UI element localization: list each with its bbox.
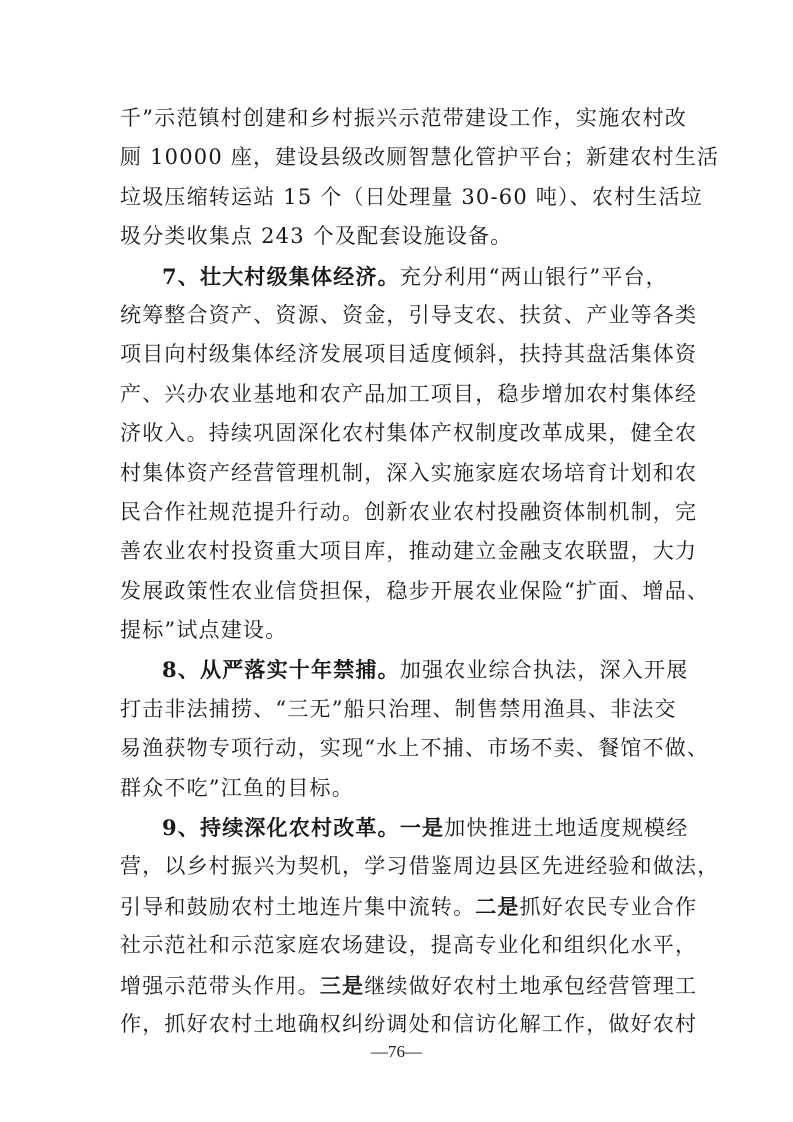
text-line: [120, 335, 698, 374]
text-line: [120, 729, 710, 768]
bold-heading-text: 7、壮大村级集体经济。: [162, 263, 400, 289]
text-segment: 民合作社规范提升行动。创新农业农村投融资体制机制，完: [120, 499, 698, 524]
text-line: [120, 99, 687, 138]
text-line: [120, 611, 670, 650]
text-line: [120, 178, 703, 217]
text-segment: 群众不吃”江鱼的目标。: [120, 775, 354, 800]
text-segment: 作，抓好农村土地确权纠纷调处和信访化解工作，做好农村: [120, 1011, 698, 1036]
text-segment: 圾分类收集点 243 个及配套设施设备。: [120, 224, 513, 249]
text-segment: 充分利用“两山银行”平台，: [399, 264, 668, 289]
text-segment: 千”示范镇村创建和乡村振兴示范带建设工作，实施农村改: [120, 106, 687, 130]
text-line: [120, 296, 698, 335]
text-line: [120, 375, 698, 414]
bold-heading-text: 三是: [319, 972, 365, 998]
text-segment: 抓好农民专业合作: [519, 894, 698, 919]
text-segment: 善农业农村投资重大项目库，推动建立金融支农联盟，大力: [120, 539, 698, 564]
text-line: [120, 1005, 698, 1044]
text-line: [120, 690, 677, 729]
text-segment: 社示范社和示范家庭农场建设，提高专业化和组织化水平，: [120, 933, 698, 958]
text-line: [120, 138, 720, 177]
bold-heading-text: 8、从严落实十年禁捕。: [162, 657, 400, 683]
text-line: [120, 414, 698, 453]
bold-heading-text: 二是: [475, 893, 520, 919]
text-segment: 济收入。持续巩固深化农村集体产权制度改革成果，健全农: [120, 421, 698, 446]
text-segment: 增强示范带头作用。: [120, 973, 320, 998]
text-segment: 产、兴办农业基地和农产品加工项目，稳步增加农村集体经: [120, 381, 698, 406]
text-segment: 易渔获物专项行动，实现“水上不捕、市场不卖、餐馆不做、: [120, 736, 710, 761]
text-segment: 提标”试点建设。: [120, 618, 288, 643]
text-segment: 垃圾压缩转运站 15 个（日处理量 30-60 吨）、农村生活垃: [120, 184, 703, 209]
text-line: [120, 887, 698, 926]
text-segment: 打击非法捕捞、“三无”船只治理、制售禁用渔具、非法交: [120, 696, 677, 721]
text-line: [120, 769, 670, 808]
text-line: [120, 532, 698, 571]
text-segment: 厕 10000 座，建设县级改厕智慧化管护平台；新建农村生活: [120, 145, 720, 170]
page-number: —76—: [371, 1042, 422, 1061]
text-segment: 加快推进土地适度规模经: [444, 816, 689, 841]
paragraph-first-line: [120, 808, 689, 847]
bold-heading-text: 一是: [399, 815, 445, 841]
text-segment: 营，以乡村振兴为契机，学习借鉴周边县区先进经验和做法，: [120, 854, 720, 879]
text-segment: 村集体资产经营管理机制，深入实施家庭农场培育计划和农: [120, 460, 698, 485]
text-segment: 加强农业综合执法，深入开展: [399, 658, 689, 683]
text-line: [120, 926, 698, 965]
bold-heading-text: 9、持续深化农村改革。: [162, 815, 400, 841]
paragraph-first-line: [120, 650, 689, 689]
text-segment: 统筹整合资产、资源、资金，引导支农、扶贫、产业等各类: [120, 302, 698, 327]
text-line: [120, 966, 698, 1005]
text-line: [120, 493, 698, 532]
text-segment: 引导和鼓励农村土地连片集中流转。: [120, 894, 476, 919]
text-segment: 发展政策性农业信贷担保，稳步开展农业保险“扩面、增品、: [120, 578, 710, 603]
text-line: [120, 572, 710, 611]
text-line: [120, 847, 720, 886]
text-segment: 项目向村级集体经济发展项目适度倾斜，扶持其盘活集体资: [120, 342, 698, 367]
text-line: [120, 454, 698, 493]
body-text: [120, 99, 720, 1044]
paragraph-first-line: [120, 257, 670, 296]
text-line: [120, 217, 670, 256]
text-segment: 继续做好农村土地承包经营管理工: [364, 973, 698, 998]
